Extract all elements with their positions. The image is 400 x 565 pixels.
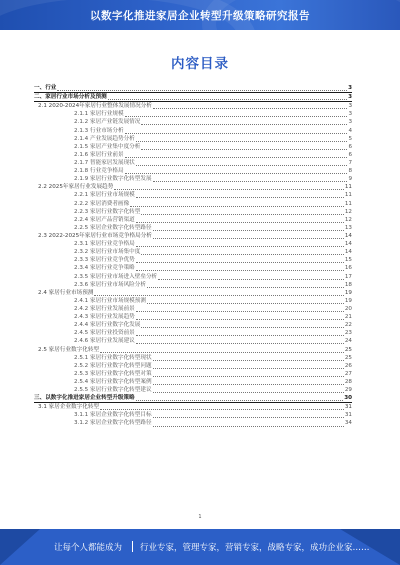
toc-entry[interactable] [34, 224, 352, 232]
toc-entry-page: 16 [344, 265, 352, 272]
toc-entry-title: 2.3.2 家居行业市场集中度 [74, 249, 141, 256]
toc-entry[interactable] [34, 151, 352, 159]
footer-slogan: 让每个人都能成为 [54, 543, 123, 553]
toc-entry-title: 2.2.1 家居行业市场规模 [74, 192, 135, 199]
toc-entry-title: 2.1.8 行业竞争格局 [74, 168, 124, 175]
toc-entry-page: 30 [344, 395, 352, 402]
toc-entry-title: 2.3.5 家居行业市场进入壁垒分析 [74, 273, 158, 280]
toc-entry[interactable] [34, 208, 352, 216]
toc-entry-page: 19 [344, 297, 352, 304]
toc-entry[interactable] [34, 394, 352, 403]
toc-entry-page: 27 [344, 370, 352, 377]
toc-leader-dots [153, 363, 344, 369]
footer-decoration-left [0, 529, 40, 565]
toc-entry-page: 11 [344, 192, 352, 199]
toc-entry-page: 8 [348, 168, 352, 175]
toc-entry[interactable] [34, 118, 352, 126]
toc-entry[interactable] [34, 216, 352, 224]
toc-entry-title: 2.2.2 家居消费者画像 [74, 200, 130, 207]
toc-entry[interactable] [34, 264, 352, 272]
toc-entry[interactable] [34, 200, 352, 208]
toc-entry-page: 15 [344, 257, 352, 264]
toc-entry[interactable] [34, 354, 352, 362]
toc-entry[interactable] [34, 411, 352, 419]
toc-entry-title: 2.3.1 家居行业竞争格局 [74, 241, 135, 248]
toc-entry-page: 20 [344, 305, 352, 312]
toc-leader-dots [94, 290, 343, 296]
toc-leader-dots [153, 103, 348, 109]
toc-entry-title: 2.1.9 家居行业数字化转型发展 [74, 176, 152, 183]
footer-divider [132, 541, 133, 552]
toc-leader-dots [153, 176, 348, 182]
toc-entry-page: 13 [344, 224, 352, 231]
document-title: 以数字化推进家居企业转型升级策略研究报告 [90, 10, 310, 22]
toc-entry[interactable] [34, 403, 352, 411]
toc-leader-dots [153, 371, 344, 377]
toc-entry[interactable] [34, 281, 352, 289]
toc-entry-title: 二、家居行业市场分析及预测 [34, 94, 107, 101]
toc-entry-page: 25 [344, 346, 352, 353]
toc-entry-page: 3 [348, 111, 352, 118]
toc-entry-title: 2.4.5 家居行业投资前景 [74, 330, 135, 337]
toc-entry-page: 28 [344, 378, 352, 385]
toc-entry-page: 6 [348, 151, 352, 158]
toc-leader-dots [136, 192, 344, 198]
toc-entry[interactable] [34, 386, 352, 394]
toc-entry[interactable] [34, 329, 352, 337]
toc-entry-title: 2.5.5 家居行业数字化转型建议 [74, 387, 152, 394]
toc-entry-title: 2.1 2020-2024年家居行业整体发展情况分析 [38, 103, 152, 110]
toc-leader-dots [114, 184, 344, 190]
toc-leader-dots [136, 241, 344, 247]
toc-leader-dots [158, 274, 344, 280]
toc-leader-dots [136, 314, 344, 320]
toc-entry-page: 3 [348, 94, 352, 101]
toc-entry-title: 2.1.4 产业发展趋势分析 [74, 135, 135, 142]
toc-entry[interactable] [34, 378, 352, 386]
toc-entry[interactable] [34, 297, 352, 305]
toc-leader-dots [153, 421, 344, 427]
toc-entry[interactable] [34, 93, 352, 102]
toc-entry-title: 2.3.3 家居行业竞争优势 [74, 257, 135, 264]
toc-entry-page: 31 [344, 404, 352, 411]
toc-entry-page: 3 [348, 85, 352, 91]
toc-entry-page: 19 [344, 289, 352, 296]
toc-entry[interactable] [34, 167, 352, 175]
toc-entry-title: 2.5.4 家居行业数字化转型案例 [74, 378, 152, 385]
toc-entry-title: 3.1 家居企业数字化转型 [38, 404, 100, 411]
toc-entry-page: 29 [344, 387, 352, 394]
toc-entry-page: 25 [344, 354, 352, 361]
toc-entry-title: 2.4 家居行业市场预测 [38, 289, 94, 296]
toc-entry[interactable] [34, 191, 352, 199]
toc-entry[interactable] [34, 248, 352, 256]
toc-entry[interactable] [34, 102, 352, 110]
toc-entry-title: 2.2.5 家居企业数字化转型路径 [74, 224, 152, 231]
toc-entry-page: 14 [344, 249, 352, 256]
toc-leader-dots [153, 412, 344, 418]
toc-entry-page: 34 [344, 420, 352, 427]
toc-entry-title: 2.1.2 家居产业链发展情况 [74, 119, 141, 126]
toc-entry[interactable] [34, 313, 352, 321]
toc-entry[interactable] [34, 110, 352, 118]
toc-leader-dots [141, 249, 344, 255]
toc-entry-page: 24 [344, 338, 352, 345]
toc-entry-page: 5 [348, 135, 352, 142]
toc-entry[interactable] [34, 240, 352, 248]
toc-leader-dots [136, 136, 348, 142]
toc-entry-title: 3.1.2 家居企业数字化转型路径 [74, 420, 152, 427]
toc-entry-title: 2.1.3 行业市场分析 [74, 127, 124, 134]
toc-entry-title: 2.2.4 家居产品营销渠道 [74, 216, 135, 223]
toc-leader-dots [153, 355, 344, 361]
toc-entry-title: 2.2 2025年家居行业发展趋势 [38, 184, 114, 191]
toc-entry[interactable] [34, 273, 352, 281]
toc-leader-dots [125, 111, 348, 117]
toc-entry-page: 6 [348, 143, 352, 150]
toc-entry-title: 2.4.3 家居行业发展趋势 [74, 314, 135, 321]
toc-entry[interactable] [34, 346, 352, 354]
toc-entry[interactable] [34, 127, 352, 135]
toc-leader-dots [153, 233, 344, 239]
toc-entry-page: 11 [344, 200, 352, 207]
toc-entry[interactable] [34, 419, 352, 427]
toc-leader-dots [108, 94, 347, 100]
toc-entry[interactable] [34, 232, 352, 240]
toc-leader-dots [130, 201, 344, 207]
toc-entry-page: 21 [344, 314, 352, 321]
toc-entry-title: 2.5 家居行业数字化转型 [38, 346, 100, 353]
toc-leader-dots [136, 338, 344, 344]
toc-entry[interactable] [34, 159, 352, 167]
page-number: 1 [198, 514, 202, 520]
toc-entry-page: 18 [344, 281, 352, 288]
toc-entry-page: 12 [344, 216, 352, 223]
toc-entry[interactable] [34, 256, 352, 264]
toc-entry[interactable] [34, 337, 352, 345]
toc-leader-dots [125, 152, 348, 158]
toc-entry[interactable] [34, 362, 352, 370]
toc-entry-title: 2.4.1 家居行业市场规模预测 [74, 297, 146, 304]
toc-leader-dots [147, 282, 344, 288]
toc-entry-page: 4 [348, 127, 352, 134]
toc-leader-dots [125, 168, 348, 174]
toc-leader-dots [141, 119, 347, 125]
toc-leader-dots [153, 379, 344, 385]
toc-entry-title: 三、以数字化推进家居企业转型升级策略 [34, 395, 135, 402]
toc-entry-page: 3 [348, 119, 352, 126]
toc-entry-title: 一、行业 [34, 85, 57, 91]
footer-roles: 行业专家，管理专家，营销专家，战略专家，成功企业家…… [140, 543, 370, 553]
toc-entry-page: 12 [344, 208, 352, 215]
footer-bar [0, 529, 400, 565]
toc-entry-page: 26 [344, 362, 352, 369]
toc-entry[interactable] [34, 183, 352, 191]
toc-entry-title: 2.4.4 家居行业数字化发展 [74, 322, 141, 329]
toc-entry-title: 2.3 2022-2025年家居行业市场竞争格局分析 [38, 232, 152, 239]
toc-entry[interactable] [34, 143, 352, 151]
toc-leader-dots [153, 387, 344, 393]
toc-entry-title: 2.3.6 家居行业市场风险分析 [74, 281, 146, 288]
toc-entry-page: 7 [348, 159, 352, 166]
toc-entry-title: 2.2.3 家居行业数字化转型 [74, 208, 141, 215]
toc-entry[interactable] [34, 370, 352, 378]
toc-entry[interactable] [34, 321, 352, 329]
table-of-contents [34, 84, 352, 428]
toc-leader-dots [100, 404, 344, 410]
toc-entry[interactable] [34, 84, 352, 93]
toc-leader-dots [153, 225, 344, 231]
toc-leader-dots [141, 322, 344, 328]
toc-entry[interactable] [34, 289, 352, 297]
toc-entry-title: 2.3.4 家居行业竞争策略 [74, 265, 135, 272]
toc-entry-title: 2.1.7 智能家居发展现状 [74, 159, 135, 166]
toc-entry-title: 2.5.2 家居行业数字化转型问题 [74, 362, 152, 369]
toc-entry-title: 2.1.6 家居行业前景 [74, 151, 124, 158]
toc-leader-dots [136, 257, 344, 263]
toc-leader-dots [141, 209, 344, 215]
toc-entry[interactable] [34, 175, 352, 183]
toc-leader-dots [125, 128, 348, 134]
toc-entry-page: 14 [344, 232, 352, 239]
toc-leader-dots [141, 144, 347, 150]
toc-leader-dots [136, 306, 344, 312]
toc-entry[interactable] [34, 135, 352, 143]
toc-entry-title: 2.1.1 家居行业规模 [74, 111, 124, 118]
toc-entry-title: 3.1.1 家居企业数字化转型目标 [74, 412, 152, 419]
toc-entry-page: 31 [344, 412, 352, 419]
toc-entry[interactable] [34, 305, 352, 313]
toc-leader-dots [136, 265, 344, 271]
toc-heading: 内容目录 [171, 56, 229, 72]
toc-entry-title: 2.4.6 家居行业发展建议 [74, 338, 135, 345]
toc-entry-page: 9 [348, 176, 352, 183]
toc-leader-dots [136, 395, 344, 401]
toc-entry-page: 23 [344, 330, 352, 337]
toc-entry-title: 2.5.1 家居行业数字化转型现状 [74, 354, 152, 361]
toc-entry-title: 2.5.3 家居行业数字化转型对策 [74, 370, 152, 377]
toc-entry-title: 2.1.5 家居产业集中度分析 [74, 143, 141, 150]
toc-entry-page: 22 [344, 322, 352, 329]
toc-entry-title: 2.4.2 家居行业发展前景 [74, 305, 135, 312]
toc-leader-dots [136, 217, 344, 223]
toc-leader-dots [136, 160, 348, 166]
toc-entry-page: 11 [344, 184, 352, 191]
toc-entry-page: 17 [344, 273, 352, 280]
toc-entry-page: 3 [348, 103, 352, 110]
toc-leader-dots [100, 347, 344, 353]
toc-leader-dots [136, 330, 344, 336]
toc-leader-dots [57, 85, 347, 91]
toc-leader-dots [147, 298, 344, 304]
toc-entry-page: 14 [344, 241, 352, 248]
